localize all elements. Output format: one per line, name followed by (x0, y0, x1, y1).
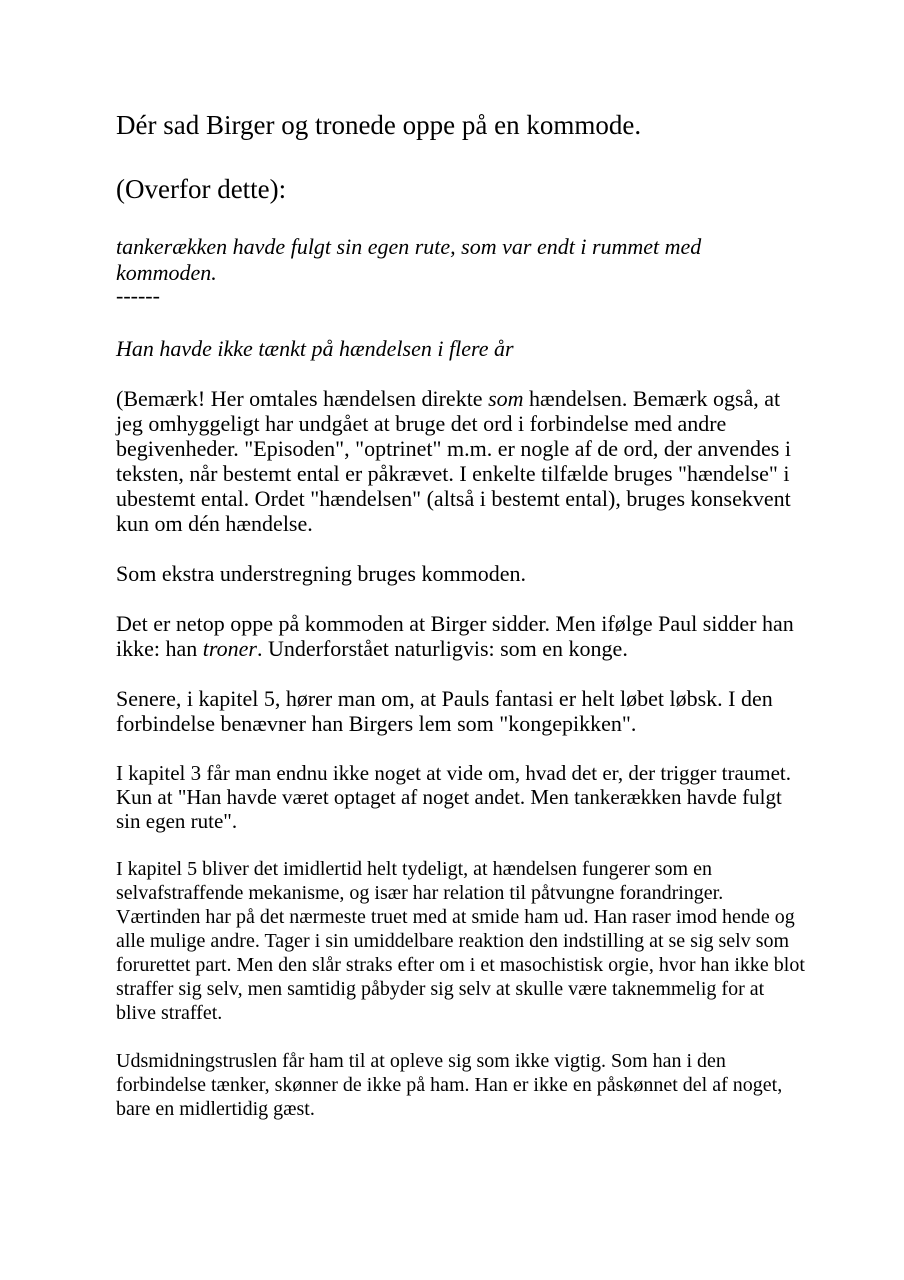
paragraph-note-emphasis: som (488, 386, 524, 411)
paragraph-note-part1: (Bemærk! Her omtales hændelsen direkte (116, 386, 489, 411)
paragraph-throne-part1: Det er netop oppe på kommoden at Birger sidder. Men ifølge Paul sidder han ikke: han (116, 611, 794, 661)
italic-statement: Han havde ikke tænkt på hændelsen i flere år (116, 336, 514, 361)
heading-opposite: (Overfor dette): (116, 174, 287, 204)
paragraph-throne-emphasis: troner (202, 636, 257, 661)
paragraph-throne-part2: . Underforstået naturligvis: som en konge. (256, 636, 628, 661)
separator: ------ (116, 283, 160, 308)
paragraph-chapter3: I kapitel 3 får man endnu ikke noget at vide om, hvad det er, der trigger traumet. Kun at "Han havde været optaget af noget andet. Men tankerækken havde fulgt sin egen rute". (116, 761, 792, 833)
paragraph-throne (116, 611, 806, 661)
paragraph-chapter5: Senere, i kapitel 5, hører man om, at Pauls fantasi er helt løbet løbsk. I den forbindelse benævner han Birgers lem som "kongepikken". (116, 686, 773, 736)
paragraph-eviction: Udsmidningstruslen får ham til at opleve sig som ikke vigtig. Som han i den forbindelse tænker, skønner de ikke på ham. Han er ikke en påskønnet del af noget, bare en midlertidig gæst. (116, 1050, 783, 1120)
paragraph-extra: Som ekstra understregning bruges kommoden. (116, 561, 526, 586)
heading-throne: Dér sad Birger og tronede oppe på en kommode. (116, 110, 642, 140)
italic-quote: tankerækken havde fulgt sin egen rute, som var endt i rummet med kommoden. (116, 234, 702, 285)
document-page (116, 108, 806, 1145)
paragraph-note (116, 386, 806, 536)
paragraph-mechanism: I kapitel 5 bliver det imidlertid helt tydeligt, at hændelsen fungerer som en selvafstraffende mekanisme, og især har relation til påtvungne forandringer. Værtinden har på det nærmeste truet med at smide ham ud. Han raser imod hende og alle mulige andre. Tager i sin umiddelbare reaktion den indstilling at se sig selv som forurettet part. Men den slår straks efter om i et masochistisk orgie, hvor han ikke blot straffer sig selv, men samtidig påbyder sig selv at skulle være taknemmelig for at blive straffet. (116, 858, 805, 1024)
paragraph-note-part2: hændelsen. Bemærk også, at jeg omhyggeligt har undgået at bruge det ord i forbindelse med andre begivenheder. "Episoden", "optrinet" m.m. er nogle af de ord, der anvendes i teksten, når bestemt ental er påkrævet. I enkelte tilfælde bruges "hændelse" i ubestemt ental. Ordet "hændelsen" (altså i bestemt ental), bruges konsekvent kun om dén hændelse. (116, 386, 791, 536)
